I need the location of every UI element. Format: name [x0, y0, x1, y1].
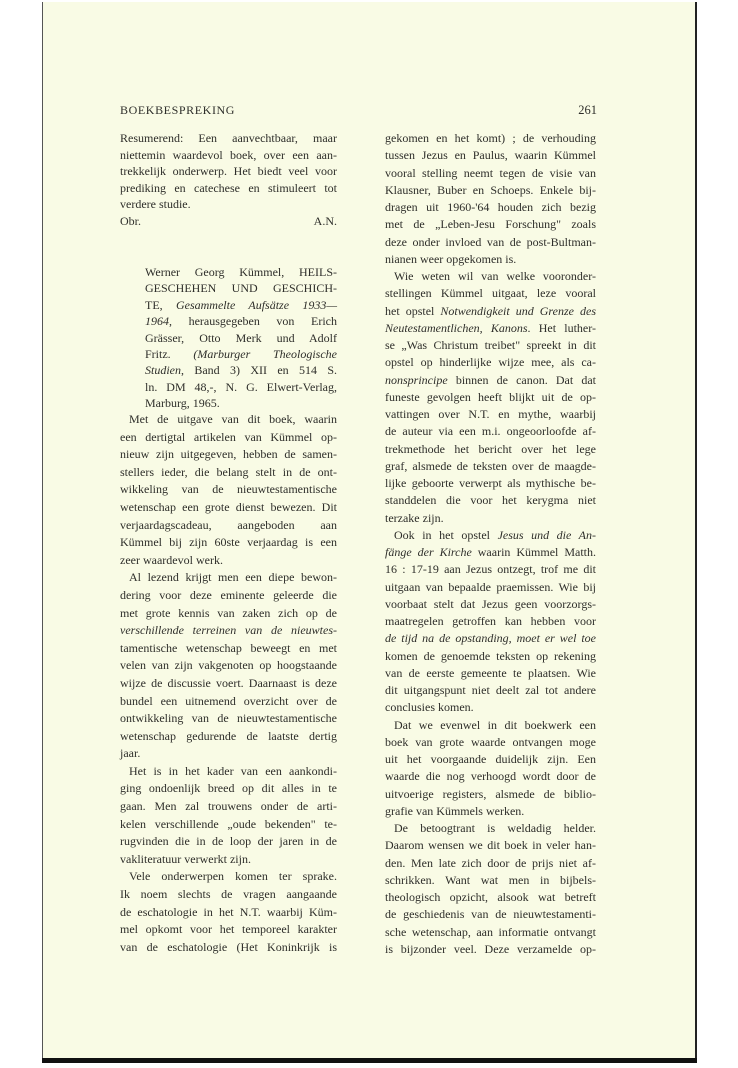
text-line: stellers ieder, die belang stelt in de ont- — [120, 464, 337, 479]
text-line: van de eerste gemeente te plaatsen. Wie — [385, 665, 596, 680]
text-line: jaar. — [120, 746, 141, 761]
text-line: opstel op hinderlijke wijze mee, als ca- — [385, 355, 596, 370]
text-line: voorbaat stelt dat Jezus geen voorzorgs- — [385, 596, 596, 611]
text-line: velen van zijn vakgenoten op hoogstaande — [120, 658, 337, 673]
text-line: uit het voorgaande duidelijk zijn. Een — [385, 752, 596, 766]
text-line: boek van grote waarde ontvangen moge — [385, 734, 596, 749]
text-line: dragen uit 1960-'64 houden zich bezig — [385, 200, 596, 214]
text-line — [145, 280, 337, 296]
text-line: trekmethode het bericht over het lege — [385, 441, 596, 456]
text-line: met de „Leben-Jesu Forschung" zoals — [385, 217, 596, 232]
running-head: BOEKBESPREKING — [120, 103, 236, 117]
text-line: graf, alsmede de teksten over de maagde- — [385, 458, 596, 473]
text-line: Ik noem slechts de vragen aangaande — [120, 887, 337, 902]
text-line: ging ondoenlijk breed op dit alles in te — [120, 781, 337, 796]
italic-text: verschillende terreinen van de nieuwtes- — [120, 623, 337, 638]
text-line: de eschatologie in het N.T. waarbij Küm- — [120, 904, 337, 919]
italic-text: (Marburger Theologische — [193, 347, 337, 362]
text-line: Al lezend krijgt men een diepe bewon- — [129, 570, 337, 585]
text-line: gekomen en het komt) ; de verhouding — [385, 131, 596, 145]
citation-block — [145, 264, 337, 412]
text-line: se „Was Christum treibet" spreekt in dit — [385, 338, 596, 352]
text-segment: ln. DM 48,-, N. G. Elwert-Verlag, — [145, 379, 337, 394]
paragraph — [385, 130, 596, 268]
text-line: Kümmel bij zijn 60ste verjaardag is een — [120, 535, 337, 550]
text-line — [145, 264, 337, 280]
paragraph — [120, 130, 337, 213]
text-line: Vele onderwerpen komen ter sprake. — [129, 869, 337, 884]
text-segment: Marburg, 1965. — [145, 396, 220, 411]
text-line: rugvinden die in de loop der jaren in de — [120, 834, 337, 849]
text-line: 16 : 17-19 aan Jezus ontzegt, trof me dit — [385, 562, 596, 577]
text-line: verjaardagscadeau, aangeboden aan — [120, 517, 337, 532]
text-segment: TE, — [145, 297, 176, 312]
italic-text: Jesus und die An- — [497, 527, 596, 542]
text-line: de geschiedenis van de nieuwtestamenti- — [385, 907, 596, 922]
text-line: mel opkomt voor het temporeel karakter — [120, 922, 337, 937]
review-signature — [120, 213, 337, 230]
page-number: 261 — [578, 103, 597, 117]
text-line: vattingen over N.T. en mythe, waarbij — [385, 407, 596, 421]
italic-text: fänge der Kirche — [385, 545, 472, 559]
text-line: Wie weten wil van welke vooronder- — [394, 269, 596, 283]
text-segment: Grässer, Otto Merk und Adolf — [145, 330, 337, 345]
text-line: is bijzonder veel. Deze verzamelde op- — [385, 941, 596, 956]
text-line — [145, 395, 337, 411]
text-line: de auteur via een m.i. ongeoorloofde af- — [385, 424, 596, 439]
text-segment: Fritz. — [145, 347, 194, 362]
left-column-review-end — [120, 130, 337, 230]
text-line — [145, 330, 337, 346]
text-line: Het is in het kader van een aankondi- — [129, 763, 337, 778]
text-line: niettemin waardevol boek, over een aan- — [120, 147, 337, 162]
text-line: waarde die nog verhoogd wordt door de — [385, 769, 596, 784]
text-line: schrikken. Want wat men in bijbels- — [385, 872, 596, 887]
text-line — [145, 297, 337, 313]
text-line — [385, 630, 596, 647]
text-line: lijke geboorte verwerpt als mythische be- — [385, 476, 596, 490]
text-line: zeer waardevol werk. — [120, 552, 223, 567]
text-line: theologisch opzicht, alsook wat betreft — [385, 890, 596, 904]
text-line: gaan. Men zal trouwens onder de arti- — [120, 799, 337, 814]
page-bottom-edge — [42, 1058, 697, 1063]
text-segment: Werner Georg Kümmel, HEILS- — [145, 265, 337, 279]
right-column-body — [385, 130, 596, 958]
text-line: sche wetenschap, aan informatie ontvangt — [385, 924, 596, 939]
text-line: stellingen Kümmel uitgaat, leze vooral — [385, 286, 596, 301]
text-segment: waarin Kümmel Matth. — [471, 545, 596, 559]
text-line: met grote kennis van zaken zich op de — [120, 605, 337, 620]
text-line: dit uitgangspunt niet deelt zal tot andere — [385, 683, 596, 697]
text-line: vooral stelling neemt tegen de visie van — [385, 165, 596, 180]
italic-text: Studien — [145, 363, 181, 378]
text-line: grafie van Kümmels werken. — [385, 803, 525, 818]
text-line: vakliteratuur verwerkt zijn. — [120, 851, 251, 866]
text-line: nieuw zijn uitgegeven, hebben de samen- — [120, 447, 337, 462]
paragraph — [385, 717, 596, 821]
text-line: tamentische wetenschap beweegt en met — [120, 640, 337, 655]
text-line: van de eschatologie (Het Koninkrijk is — [120, 939, 337, 954]
paragraph — [385, 268, 596, 527]
text-line: wikkeling van de nieuwtestamentische — [120, 482, 337, 497]
text-line: verdere studie. — [120, 197, 191, 212]
text-segment: binnen de canon. Dat dat — [447, 372, 596, 387]
text-line — [385, 303, 596, 320]
text-line: Daarom wensen we dit boek in veler han- — [385, 838, 596, 853]
text-segment: GESCHEHEN UND GESCHICH- — [145, 281, 337, 296]
text-line: tussen Jezus en Paulus, waarin Kümmel — [385, 148, 596, 163]
signature-initials: A.N. — [313, 213, 337, 228]
paragraph — [385, 527, 596, 717]
text-line: bundel een uitnemend overzicht over de — [120, 693, 337, 708]
text-line: Resumerend: Een aanvechtbaar, maar — [120, 131, 337, 145]
text-line: Klausner, Buber en Schoeps. Enkele bij- — [385, 182, 596, 197]
text-line: kelen verschillende „oude bekenden" te- — [120, 816, 337, 831]
paragraph — [120, 569, 337, 763]
signature-place: Obr. — [120, 213, 141, 228]
text-segment: het opstel — [385, 303, 441, 318]
text-line: maatregelen getroffen kan hebben voor — [385, 614, 596, 628]
text-line: Dat we evenwel in dit boekwerk een — [394, 717, 596, 732]
text-line — [385, 527, 596, 544]
text-line: deze onder invloed van de post-Bultman- — [385, 234, 596, 249]
text-line: dering voor deze eminente geleerde die — [120, 587, 337, 602]
paragraph — [120, 411, 337, 569]
paragraph — [120, 868, 337, 956]
italic-text: Neutestamentlichen, Kanons — [385, 320, 528, 335]
text-line — [145, 346, 337, 362]
text-line: standdelen die voor het kerygma niet — [385, 493, 596, 508]
italic-text: Gesammelte Aufsätze 1933— — [175, 297, 337, 312]
text-segment: Ook in het opstel — [394, 527, 498, 542]
italic-text: Notwendigkeit und Grenze des — [440, 303, 597, 318]
text-line: den. Men late zich door de prijs niet af- — [385, 855, 596, 870]
text-line — [145, 379, 337, 395]
text-line — [385, 372, 596, 389]
paragraph — [385, 820, 596, 958]
text-line: wijze de discussie voert. Daarnaast is deze — [120, 675, 337, 690]
text-segment: , Band 3) XII en 514 S. — [181, 363, 337, 378]
text-line: nianen weer opgekomen is. — [385, 251, 517, 266]
text-line: komen de genoemde teksten op rekening — [385, 648, 596, 663]
italic-text: nonsprincipe — [385, 372, 448, 387]
text-line — [120, 622, 337, 640]
left-column-body — [120, 411, 337, 956]
italic-text: 1964 — [145, 314, 169, 329]
text-line: conclusies komen. — [385, 700, 474, 715]
text-line: terzake zijn. — [385, 510, 444, 525]
text-segment: , herausgegeben von Erich — [169, 314, 337, 329]
text-line: uitvoerige registers, alsmede de biblio- — [385, 786, 596, 801]
text-line — [385, 320, 596, 337]
paragraph — [120, 763, 337, 869]
text-line: uitgaan van bepaalde praemissen. Wie bij — [385, 579, 596, 594]
text-line: De betoogtrant is weldadig helder. — [394, 821, 596, 835]
text-line: wetenschap gedurende de laatste dertig — [120, 728, 337, 743]
text-line — [385, 544, 596, 561]
text-line: Met de uitgave van dit boek, waarin — [129, 412, 337, 426]
book-citation — [145, 264, 337, 412]
text-line: trekkelijk onderwerp. Het biedt veel voor — [120, 164, 337, 179]
text-line: wetenschap een grote dienst bewezen. Dit — [120, 499, 337, 514]
text-segment: . Het luther- — [527, 320, 596, 335]
text-line: ontwikkeling van de nieuwtestamentische — [120, 711, 337, 726]
text-line: een dertigtal artikelen van Kümmel op- — [120, 429, 337, 444]
italic-text: de tijd na de opstanding, moet er wel toe — [385, 631, 596, 646]
text-line — [145, 313, 337, 329]
text-line: prediking en catechese en stimuleert tot — [120, 180, 337, 195]
text-line — [145, 362, 337, 378]
text-line: funeste gevolgen heeft blijkt uit de op- — [385, 389, 596, 404]
